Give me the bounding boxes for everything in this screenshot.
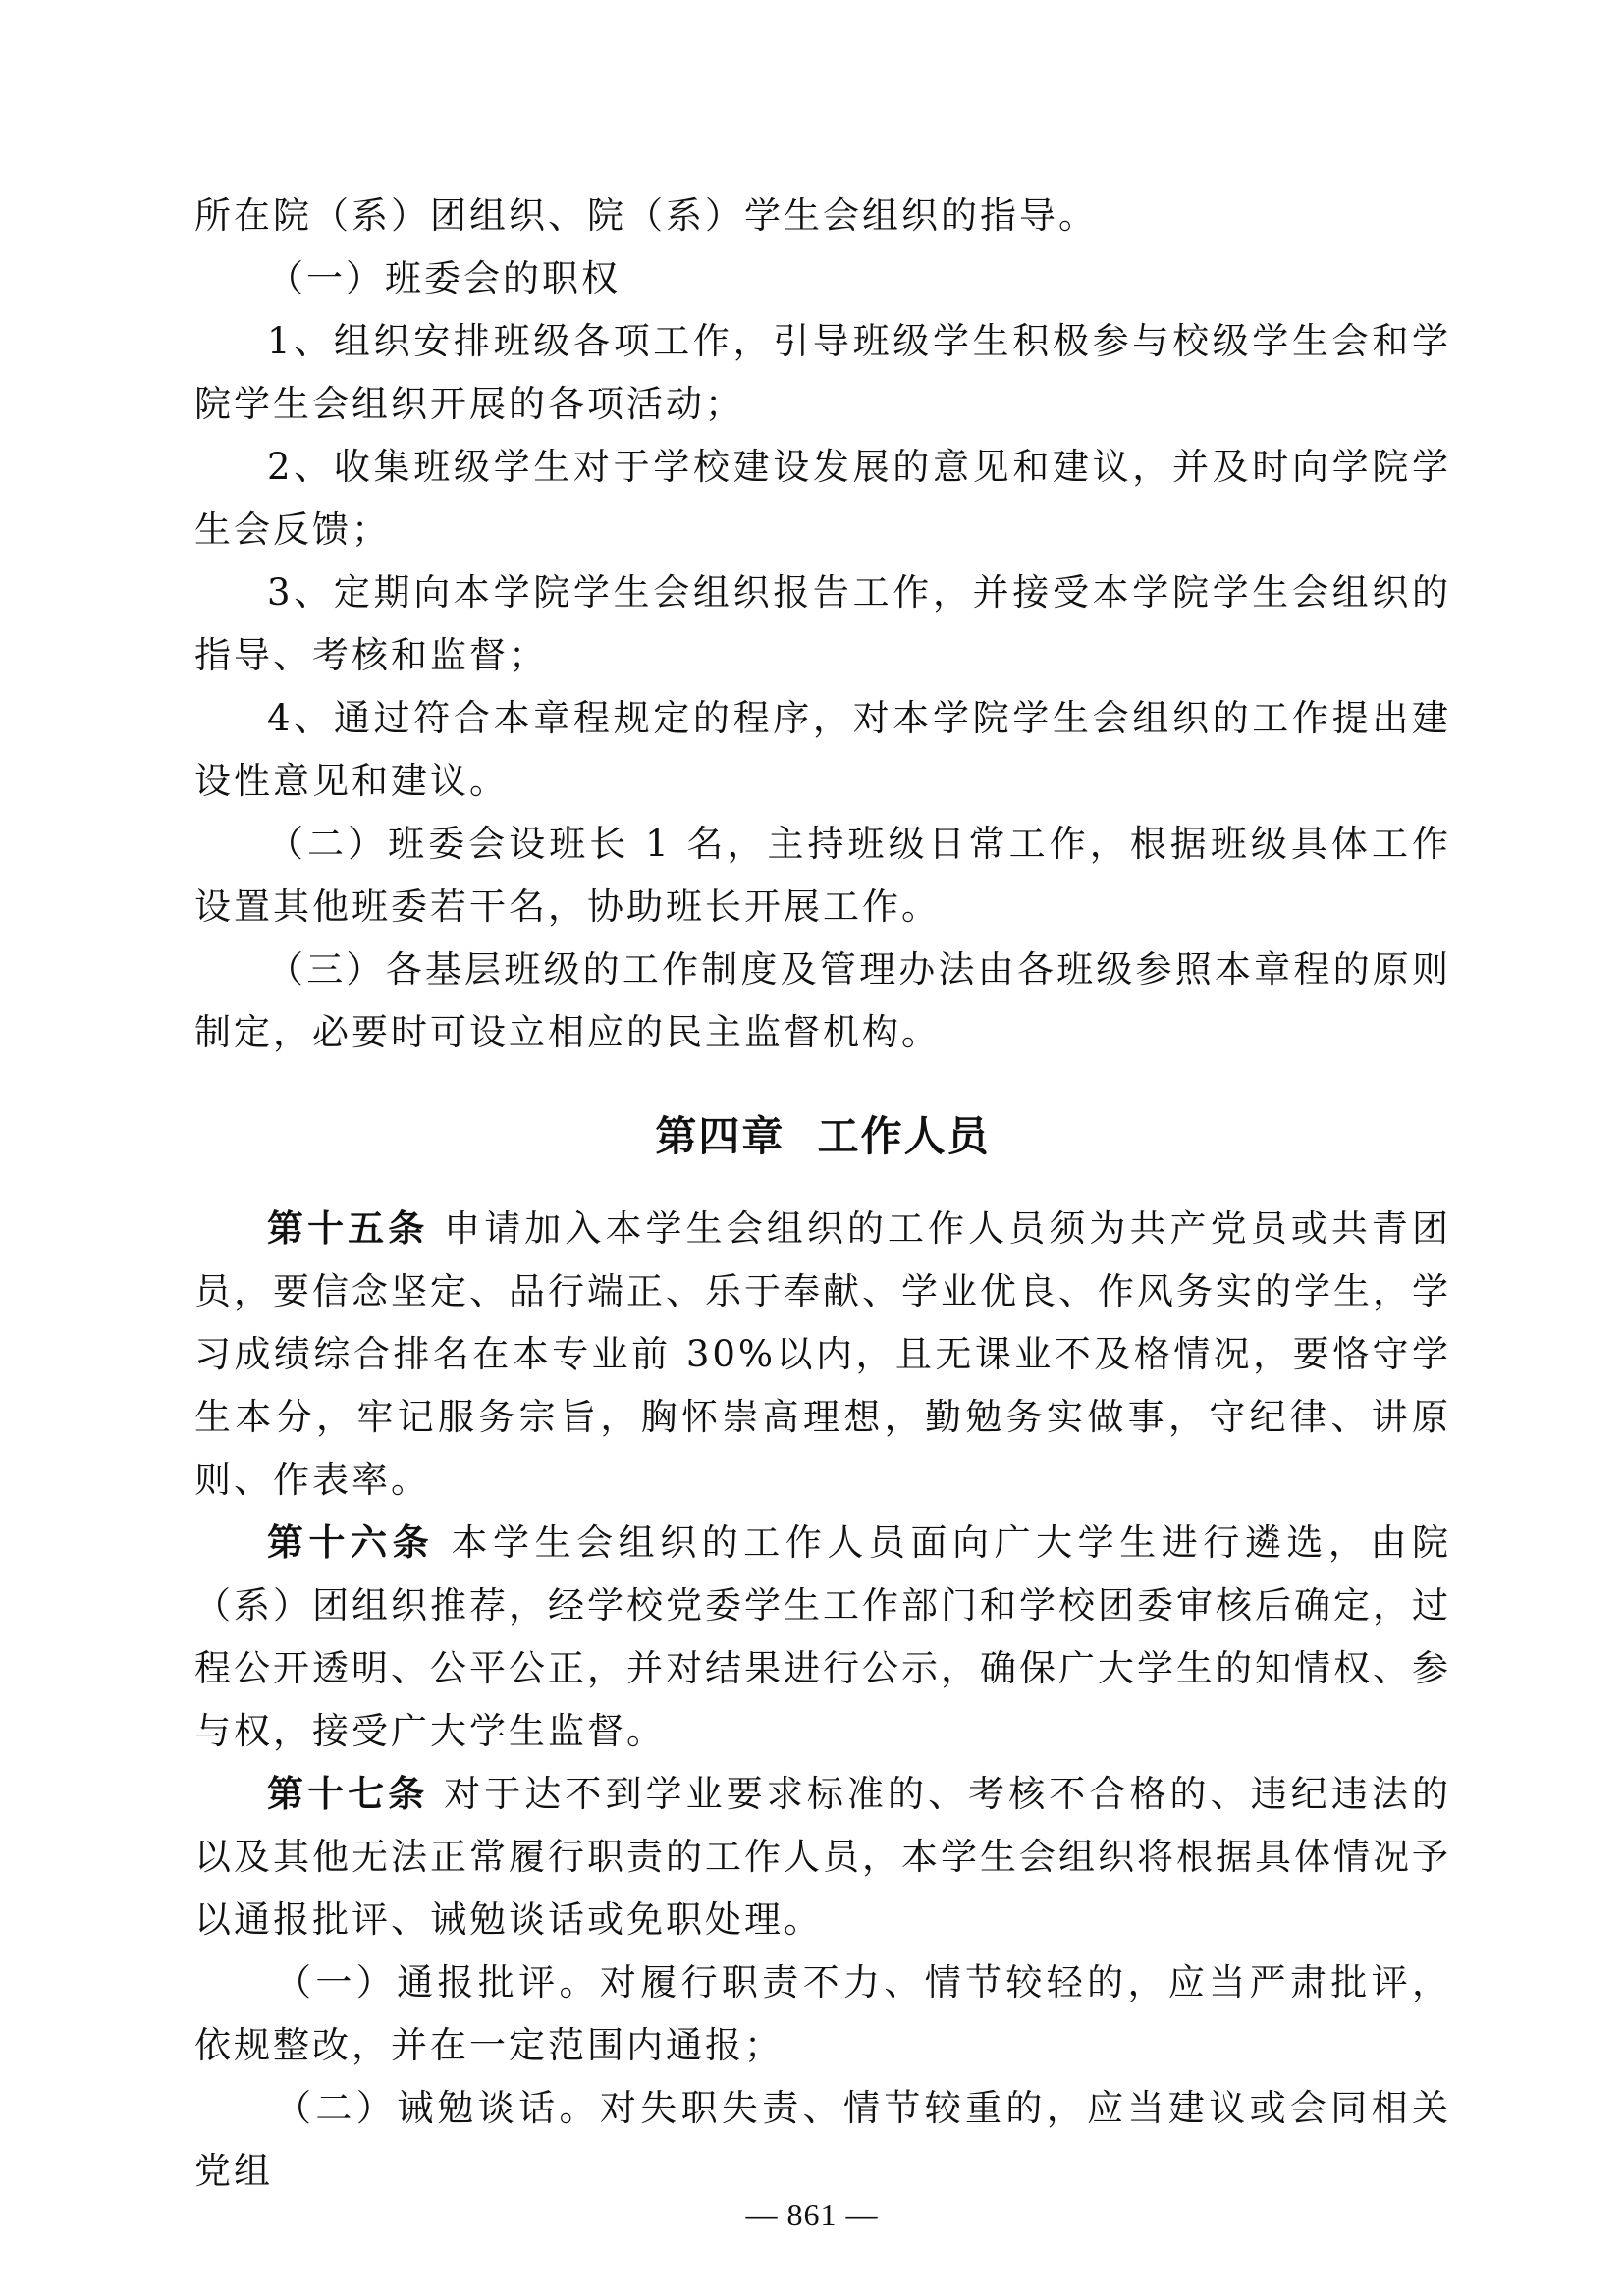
chapter-title: 第四章 工作人员 xyxy=(655,1112,991,1160)
paragraph-class-rules: （三）各基层班级的工作制度及管理办法由各班级参照本章程的原则制定，必要时可设立相应的民主监督机构。 xyxy=(194,948,1451,1053)
sub-item-admonition xyxy=(194,2077,1451,2203)
paragraph-item-4: 4、通过符合本章程规定的程序，对本学院学生会组织的工作提出建设性意见和建议。 xyxy=(194,697,1451,802)
document-body xyxy=(194,185,1451,2203)
paragraph-item-2: 2、收集班级学生对于学校建设发展的意见和建议，并及时向学院学生会反馈； xyxy=(194,446,1451,551)
article-16 xyxy=(194,1512,1451,1763)
sub-item-text: 通报批评。对履行职责不力、情节较轻的，应当严肃批评，依规整改，并在一定范围内通报； xyxy=(194,1961,1452,2066)
article-label: 第十七条 xyxy=(267,1773,429,1815)
sub-item-label: （二） xyxy=(275,2087,398,2129)
article-text: 本学生会组织的工作人员面向广大学生进行遴选，由院（系）团组织推荐，经学校党委学生工作部门和学校团委审核后确定，过程公开透明、公平公正，并对结果进行公示，确保广大学生的知情权、参与权，接受广大学生监督。 xyxy=(194,1522,1452,1752)
sub-item-criticism xyxy=(194,1951,1451,2077)
sub-item-text: 诫勉谈话。对失职失责、情节较重的，应当建议或会同相关党组 xyxy=(194,2087,1452,2192)
article-15 xyxy=(194,1198,1451,1512)
article-17 xyxy=(194,1763,1451,1951)
article-label: 第十五条 xyxy=(267,1207,429,1250)
paragraph-item-3: 3、定期向本学院学生会组织报告工作，并接受本学院学生会组织的指导、考核和监督； xyxy=(194,571,1451,676)
article-text: 申请加入本学生会组织的工作人员须为共产党员或共青团员，要信念坚定、品行端正、乐于奉献、学业优良、作风务实的学生，学习成绩综合排名在本专业前 30%以内，且无课业不及格情况，要恪守学生本分，牢记服务宗旨，胸怀崇高理想，勤勉务实做事，守纪律、讲原则、作表率。 xyxy=(194,1207,1451,1501)
article-text: 对于达不到学业要求标准的、考核不合格的、违纪违法的以及其他无法正常履行职责的工作人员，本学生会组织将根据具体情况予以通报批评、诫勉谈话或免职处理。 xyxy=(194,1773,1451,1941)
sub-item-label: （一） xyxy=(275,1961,398,2003)
paragraph-class-committee-powers-heading: （一）班委会的职权 xyxy=(267,257,621,299)
paragraph-continuation: 所在院（系）团组织、院（系）学生会组织的指导。 xyxy=(194,194,1098,237)
page-number: — 861 — xyxy=(745,2197,879,2232)
article-label: 第十六条 xyxy=(267,1522,435,1564)
paragraph-monitor: （二）班委会设班长 1 名，主持班级日常工作，根据班级具体工作设置其他班委若干名，协助班长开展工作。 xyxy=(194,823,1451,928)
paragraph-item-1: 1、组织安排班级各项工作，引导班级学生积极参与校级学生会和学院学生会组织开展的各项活动； xyxy=(194,320,1451,425)
